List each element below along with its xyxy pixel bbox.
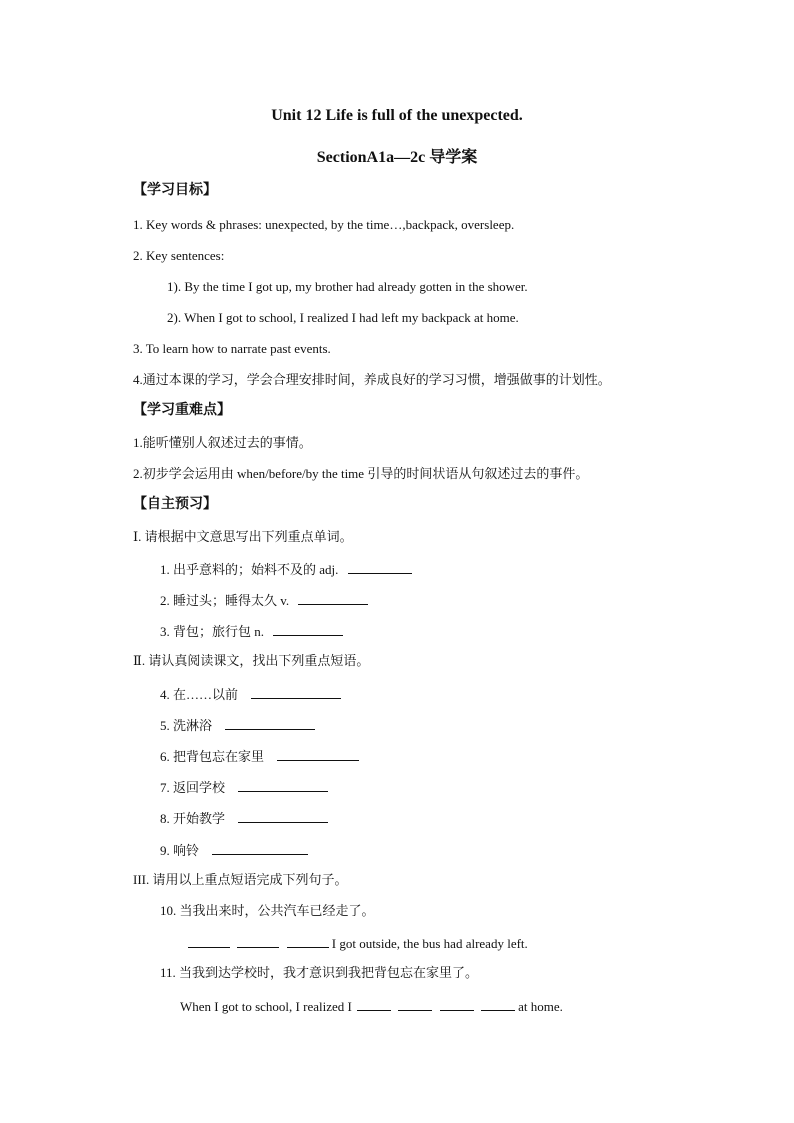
question-7 [160, 779, 328, 794]
answer-blank-11c[interactable] [440, 998, 474, 1011]
question-7-text: 7. 返回学校 [160, 780, 226, 795]
key-point-2: 2.初步学会运用由 when/before/by the time 引导的时间状语从句叙述过去的事件。 [133, 466, 589, 481]
key-point-1: 1.能听懂别人叙述过去的事情。 [133, 435, 312, 450]
question-1 [160, 561, 412, 576]
key-points-heading: 【学习重难点】 [133, 403, 231, 418]
answer-blank-11b[interactable] [398, 998, 432, 1011]
question-4-text: 4. 在……以前 [160, 687, 239, 702]
objectives-heading: 【学习目标】 [133, 183, 217, 198]
question-4 [160, 686, 341, 701]
objective-item-2: 2. Key sentences: [133, 248, 225, 263]
question-6 [160, 748, 359, 763]
answer-blank-9[interactable] [212, 842, 308, 855]
question-11: 11. 当我到达学校时，我才意识到我把背包忘在家里了。 [160, 965, 479, 980]
question-3-text: 3. 背包；旅行包 n. [160, 624, 265, 639]
objective-item-3: 3. To learn how to narrate past events. [133, 341, 331, 356]
objective-item-1: 1. Key words & phrases: unexpected, by the time…,backpack, oversleep. [133, 217, 515, 232]
question-10-sentence [188, 935, 528, 950]
answer-blank-2[interactable] [298, 592, 368, 605]
answer-blank-7[interactable] [238, 779, 328, 792]
answer-blank-4[interactable] [251, 686, 341, 699]
question-3 [160, 623, 343, 638]
question-9 [160, 842, 308, 857]
answer-blank-6[interactable] [277, 748, 359, 761]
question-2 [160, 592, 368, 607]
page-title: Unit 12 Life is full of the unexpected. [271, 107, 523, 124]
answer-blank-11a[interactable] [357, 998, 391, 1011]
question-8-text: 8. 开始教学 [160, 811, 226, 826]
key-sentence-1: 1). By the time I got up, my brother had already gotten in the shower. [167, 279, 528, 294]
answer-blank-8[interactable] [238, 810, 328, 823]
objective-item-4: 4.通过本课的学习，学会合理安排时间，养成良好的学习习惯，增强做事的计划性。 [133, 372, 611, 387]
question-11-prefix: When I got to school, I realized I [180, 999, 352, 1014]
answer-blank-5[interactable] [225, 717, 315, 730]
question-10-text: I got outside, the bus had already left. [331, 936, 528, 951]
question-6-text: 6. 把背包忘在家里 [160, 749, 265, 764]
part2-label: Ⅱ. 请认真阅读课文，找出下列重点短语。 [133, 653, 370, 668]
answer-blank-11d[interactable] [481, 998, 515, 1011]
question-11-suffix: at home. [518, 999, 563, 1014]
preview-heading: 【自主预习】 [133, 497, 217, 512]
question-9-text: 9. 响铃 [160, 843, 200, 858]
question-1-text: 1. 出乎意料的；始料不及的 adj. [160, 562, 339, 577]
part1-label: Ⅰ. 请根据中文意思写出下列重点单词。 [133, 529, 353, 544]
question-5 [160, 717, 315, 732]
answer-blank-10c[interactable] [287, 935, 329, 948]
key-sentence-2: 2). When I got to school, I realized I had left my backpack at home. [167, 310, 519, 325]
question-10: 10. 当我出来时，公共汽车已经走了。 [160, 903, 375, 918]
answer-blank-1[interactable] [348, 561, 412, 574]
answer-blank-10a[interactable] [188, 935, 230, 948]
page-subtitle: SectionA1a—2c 导学案 [316, 149, 478, 166]
question-11-sentence [180, 998, 563, 1013]
answer-blank-10b[interactable] [237, 935, 279, 948]
question-2-text: 2. 睡过头；睡得太久 v. [160, 593, 290, 608]
question-5-text: 5. 洗淋浴 [160, 718, 213, 733]
question-8 [160, 810, 328, 825]
answer-blank-3[interactable] [273, 623, 343, 636]
part3-label: III. 请用以上重点短语完成下列句子。 [133, 872, 348, 887]
